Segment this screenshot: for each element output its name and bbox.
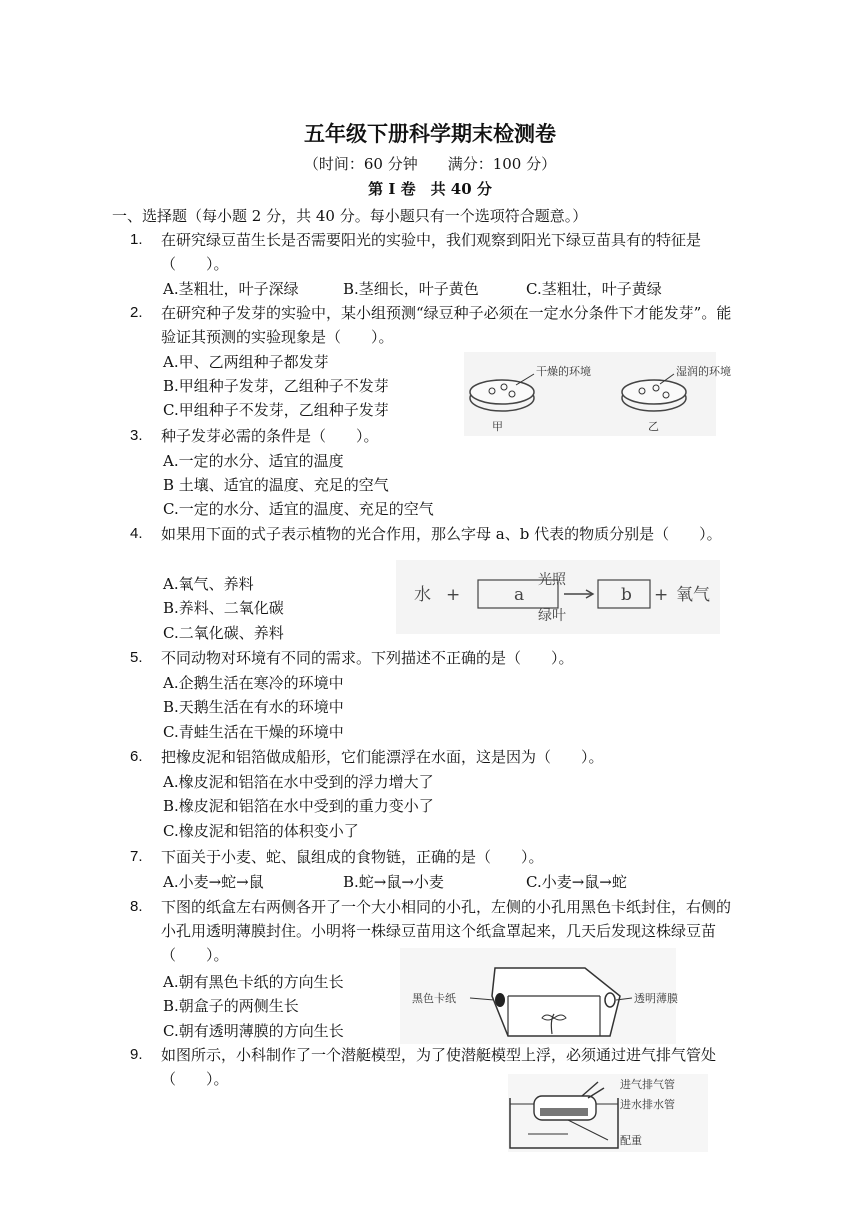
question-number: 4.	[130, 525, 143, 542]
question-number: 1.	[130, 231, 143, 248]
option-c: C.茎粗壮，叶子黄绿	[526, 280, 662, 298]
exam-info: （时间：60 分钟 满分：100 分）	[303, 155, 557, 173]
eq-var-a: a	[514, 585, 525, 605]
label-air-tube: 进气排气管	[620, 1078, 675, 1091]
question-text: 下面关于小麦、蛇、鼠组成的食物链，正确的是（ ）。	[161, 848, 544, 866]
question-6	[0, 745, 860, 769]
question-number: 3.	[130, 427, 143, 444]
option-c: C.朝有透明薄膜的方向生长	[163, 1022, 344, 1040]
question-9	[0, 1043, 860, 1091]
option-a: A.一定的水分、适宜的温度	[163, 452, 344, 470]
option-a: A.企鹅生活在寒冷的环境中	[163, 674, 344, 692]
question-number: 6.	[130, 748, 143, 765]
question-1	[0, 228, 860, 276]
eq-light: 光照	[538, 572, 566, 588]
option-a: A.朝有黑色卡纸的方向生长	[163, 973, 344, 991]
option-a: A.小麦→蛇→鼠	[163, 873, 264, 891]
photosynthesis-equation-figure	[396, 560, 720, 634]
part-heading: 第 I 卷 共 40 分	[368, 180, 492, 198]
question-text: 如图所示，小科制作了一个潜艇模型，为了使潜艇模型上浮，必须通过进气排气管处（ ）。	[161, 1046, 717, 1088]
option-c: C.橡皮泥和铝箔的体积变小了	[163, 822, 359, 840]
question-text: 如果用下面的式子表示植物的光合作用，那么字母 a、b 代表的物质分别是（ ）。	[161, 525, 722, 543]
question-text: 在研究种子发芽的实验中，某小组预测“绿豆种子必须在一定水分条件下才能发芽”。能验证其预测的实验现象是（ ）。	[161, 304, 732, 346]
option-c: C.甲组种子不发芽，乙组种子发芽	[163, 401, 389, 419]
option-a: A.氧气、养料	[163, 575, 254, 593]
label-yi: 乙	[648, 420, 659, 433]
question-2	[0, 301, 860, 349]
section-heading: 一、选择题（每小题 2 分，共 40 分。每小题只有一个选项符合题意。）	[112, 207, 588, 225]
option-c: C.二氧化碳、养料	[163, 624, 284, 642]
label-wet: 湿润的环境	[676, 365, 731, 378]
option-b: B.朝盒子的两侧生长	[163, 997, 299, 1015]
option-a: A.茎粗壮，叶子深绿	[163, 280, 299, 298]
question-number: 7.	[130, 848, 143, 865]
eq-plus-2: +	[654, 585, 669, 605]
eq-water: 水	[414, 585, 431, 605]
question-7	[0, 845, 860, 869]
question-text: 把橡皮泥和铝箔做成船形，它们能漂浮在水面，这是因为（ ）。	[161, 748, 604, 766]
eq-leaf: 绿叶	[538, 608, 566, 624]
label-dry: 干燥的环境	[536, 365, 591, 378]
option-c: C.一定的水分、适宜的温度、充足的空气	[163, 500, 434, 518]
question-text: 不同动物对环境有不同的需求。下列描述不正确的是（ ）。	[161, 649, 574, 667]
question-5	[0, 646, 860, 670]
option-b: B.天鹅生活在有水的环境中	[163, 698, 344, 716]
question-text: 在研究绿豆苗生长是否需要阳光的实验中，我们观察到阳光下绿豆苗具有的特征是（ ）。	[161, 231, 702, 273]
option-b: B.养料、二氧化碳	[163, 599, 284, 617]
eq-oxygen: 氧气	[676, 585, 710, 605]
option-c: C.青蛙生活在干燥的环境中	[163, 723, 344, 741]
option-b: B 土壤、适宜的温度、充足的空气	[163, 476, 389, 494]
label-jia: 甲	[492, 420, 503, 433]
eq-plus-1: +	[446, 585, 461, 605]
label-black-card: 黑色卡纸	[412, 992, 456, 1005]
question-number: 2.	[130, 304, 143, 321]
question-number: 8.	[130, 898, 143, 915]
question-number: 9.	[130, 1046, 143, 1063]
submarine-model-figure	[508, 1074, 708, 1152]
question-text: 种子发芽必需的条件是（ ）。	[161, 427, 379, 445]
option-a: A.甲、乙两组种子都发芽	[163, 353, 329, 371]
label-weight: 配重	[620, 1134, 642, 1147]
question-3	[0, 424, 860, 448]
label-water-tube: 进水排水管	[620, 1098, 675, 1111]
question-number: 5.	[130, 649, 143, 666]
option-b: B.甲组种子发芽，乙组种子不发芽	[163, 377, 389, 395]
option-b: B.茎细长，叶子黄色	[343, 280, 479, 298]
option-b: B.蛇→鼠→小麦	[343, 873, 444, 891]
question-text: 下图的纸盒左右两侧各开了一个大小相同的小孔，左侧的小孔用黑色卡纸封住，右侧的小孔用透明薄膜封住。小明将一株绿豆苗用这个纸盒罩起来，几天后发现这株绿豆苗（ ）。	[161, 898, 732, 964]
option-c: C.小麦→鼠→蛇	[526, 873, 627, 891]
page-title: 五年级下册科学期末检测卷	[304, 121, 556, 146]
label-clear-film: 透明薄膜	[634, 992, 678, 1005]
eq-var-b: b	[621, 585, 632, 605]
option-a: A.橡皮泥和铝箔在水中受到的浮力增大了	[163, 773, 434, 791]
paper-box-figure	[400, 948, 676, 1044]
option-b: B.橡皮泥和铝箔在水中受到的重力变小了	[163, 797, 434, 815]
